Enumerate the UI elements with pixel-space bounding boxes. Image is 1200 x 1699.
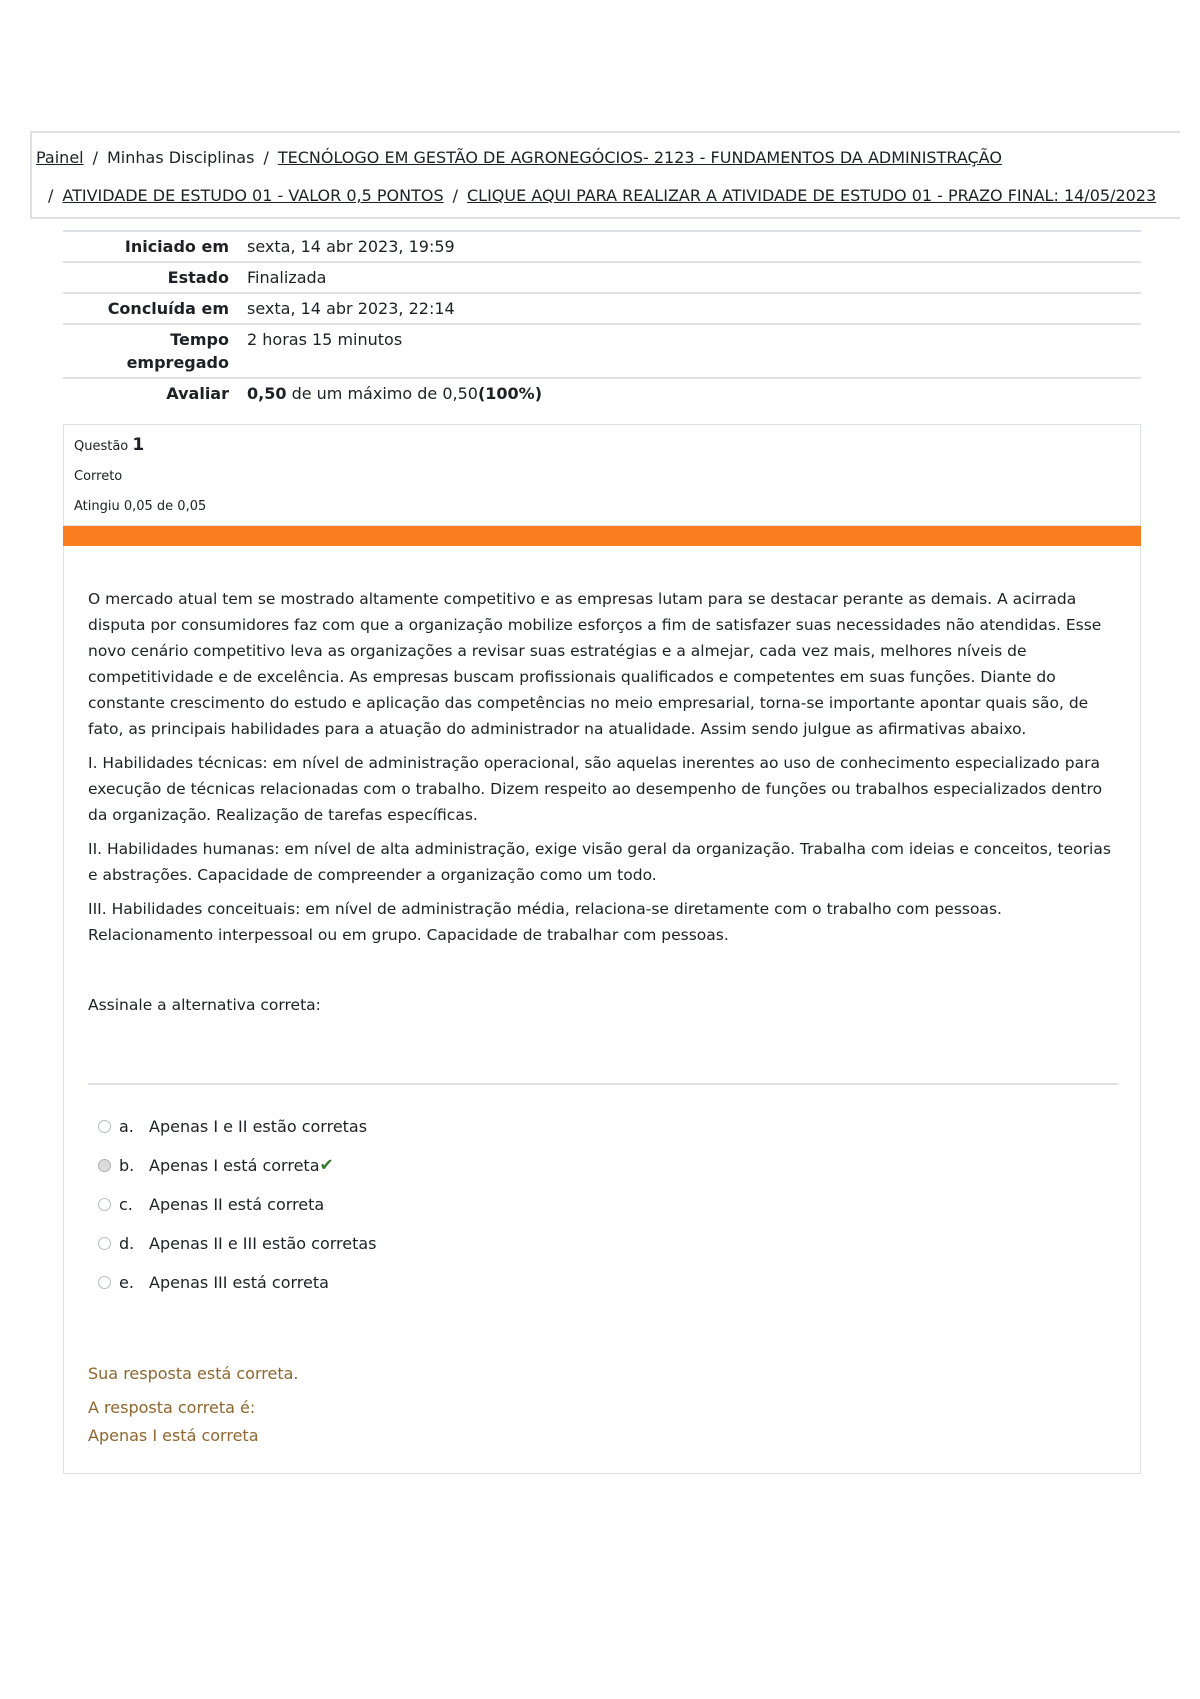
answer-letter: e. (119, 1273, 134, 1292)
completed-label: Concluída em (63, 293, 247, 324)
breadcrumb-separator: / (452, 186, 458, 205)
radio-button-d[interactable] (98, 1237, 111, 1250)
question-paragraph-iii: III. Habilidades conceituais: em nível de administração média, relaciona-se diretamente com o trabalho com pessoas. Relacionamento interpessoal ou em grupo. Capacidade de trabalhar com pessoas. (88, 900, 1002, 944)
answer-letter: b. (119, 1156, 135, 1175)
answer-letter: c. (119, 1195, 133, 1214)
summary-row-state (63, 262, 1141, 293)
completed-value: sexta, 14 abr 2023, 22:14 (247, 293, 1141, 324)
time-label (63, 324, 247, 378)
summary-row-completed (63, 293, 1141, 324)
state-value: Finalizada (247, 262, 1141, 293)
time-value: 2 horas 15 minutos (247, 324, 1141, 378)
breadcrumb-quiz-link[interactable]: CLIQUE AQUI PARA REALIZAR A ATIVIDADE DE ESTUDO 01 - PRAZO FINAL: 14/05/2023 (466, 186, 1157, 205)
summary-row-time (63, 324, 1141, 378)
answer-text: Apenas I está correta (149, 1156, 320, 1175)
attempt-summary-table (63, 230, 1141, 408)
breadcrumb-activity-link[interactable]: ATIVIDADE DE ESTUDO 01 - VALOR 0,5 PONTOS (62, 186, 444, 205)
feedback-correct-label: A resposta correta é: (88, 1398, 256, 1417)
breadcrumb-separator: / (48, 186, 54, 205)
feedback-correct-answer: Apenas I está correta (88, 1426, 259, 1445)
checkmark-icon: ✔ (319, 1155, 334, 1176)
question-feedback (63, 1346, 1141, 1474)
breadcrumb-separator: / (92, 148, 98, 167)
radio-button-b-selected[interactable] (98, 1159, 111, 1172)
breadcrumb-line-1 (36, 148, 1002, 167)
grade-max: de um máximo de 0,50 (286, 384, 478, 403)
answer-letter: d. (119, 1234, 135, 1253)
question-info (63, 424, 1141, 526)
answer-option-b[interactable] (98, 1155, 377, 1194)
radio-button-e[interactable] (98, 1276, 111, 1289)
grade-label: Avaliar (63, 378, 247, 408)
question-paragraph-i: I. Habilidades técnicas: em nível de administração operacional, são aquelas inerentes ao uso de conhecimento especializado para execução de técnicas relacionadas com o trabalho. Dizem respeito ao desempenho de funções ou trabalhos especializados dentro da organização. Realização de tarefas específicas. (88, 754, 1103, 824)
divider (88, 1083, 1118, 1085)
radio-button-c[interactable] (98, 1198, 111, 1211)
question-prompt: Assinale a alternativa correta: (88, 996, 321, 1014)
summary-row-started (63, 231, 1141, 262)
grade-value (247, 378, 1141, 408)
state-label: Estado (63, 262, 247, 293)
grade-percent: (100%) (477, 384, 543, 403)
answer-list (98, 1116, 377, 1311)
breadcrumb-minhas-disciplinas: Minhas Disciplinas (107, 148, 255, 167)
answer-option-c[interactable] (98, 1194, 377, 1233)
breadcrumb-separator: / (263, 148, 269, 167)
question-paragraph-intro: O mercado atual tem se mostrado altamente competitivo e as empresas lutam para se destacar perante as demais. A acirrada disputa por consumidores faz com que a organização mobilize esforços a fim de satisfazer suas necessidades não atendidas. Esse novo cenário competitivo leva as organizações a revisar suas estratégias e a almejar, cada vez mais, melhores níveis de competitividade e de excelência. As empresas buscam profissionais qualificados e competentes em suas funções. Diante do constante crescimento do estudo e aplicação das competências no meio empresarial, torna-se importante apontar quais são, de fato, as principais habilidades para a atuação do administrador na atualidade. Assim sendo julgue as afirmativas abaixo. (88, 590, 1102, 738)
answer-text: Apenas I e II estão corretas (149, 1117, 368, 1136)
question-body (63, 546, 1141, 1346)
question-state: Correto (74, 469, 123, 484)
answer-option-d[interactable] (98, 1233, 377, 1272)
started-value: sexta, 14 abr 2023, 19:59 (247, 231, 1141, 262)
question-number (74, 435, 144, 455)
breadcrumb-line-2 (48, 186, 1156, 205)
answer-letter: a. (119, 1117, 134, 1136)
question-accent-bar (63, 526, 1141, 546)
attempt-summary (63, 230, 1141, 408)
time-label-line-2: empregado (126, 353, 229, 372)
radio-button-a[interactable] (98, 1120, 111, 1133)
question-text (88, 586, 1118, 956)
feedback-result: Sua resposta está correta. (88, 1364, 299, 1383)
breadcrumb-painel-link[interactable]: Painel (36, 148, 84, 167)
breadcrumb (30, 131, 1180, 219)
breadcrumb-course-link[interactable]: TECNÓLOGO EM GESTÃO DE AGRONEGÓCIOS- 2123 - FUNDAMENTOS DA ADMINISTRAÇÃO (277, 148, 1002, 167)
question-grade: Atingiu 0,05 de 0,05 (74, 499, 207, 514)
answer-text: Apenas II e III estão corretas (149, 1234, 377, 1253)
answer-option-a[interactable] (98, 1116, 377, 1155)
question-paragraph-ii: II. Habilidades humanas: em nível de alta administração, exige visão geral da organização. Trabalha com ideias e conceitos, teorias e abstrações. Capacidade de compreender a organização como um todo. (88, 840, 1111, 884)
question-number-prefix: Questão (74, 439, 133, 454)
summary-row-grade (63, 378, 1141, 408)
answer-text: Apenas III está correta (149, 1273, 329, 1292)
answer-text: Apenas II está correta (149, 1195, 325, 1214)
started-label: Iniciado em (63, 231, 247, 262)
answer-option-e[interactable] (98, 1272, 377, 1311)
time-label-line-1: Tempo (170, 330, 229, 349)
question-number-value: 1 (132, 435, 145, 455)
grade-score: 0,50 (247, 384, 287, 403)
